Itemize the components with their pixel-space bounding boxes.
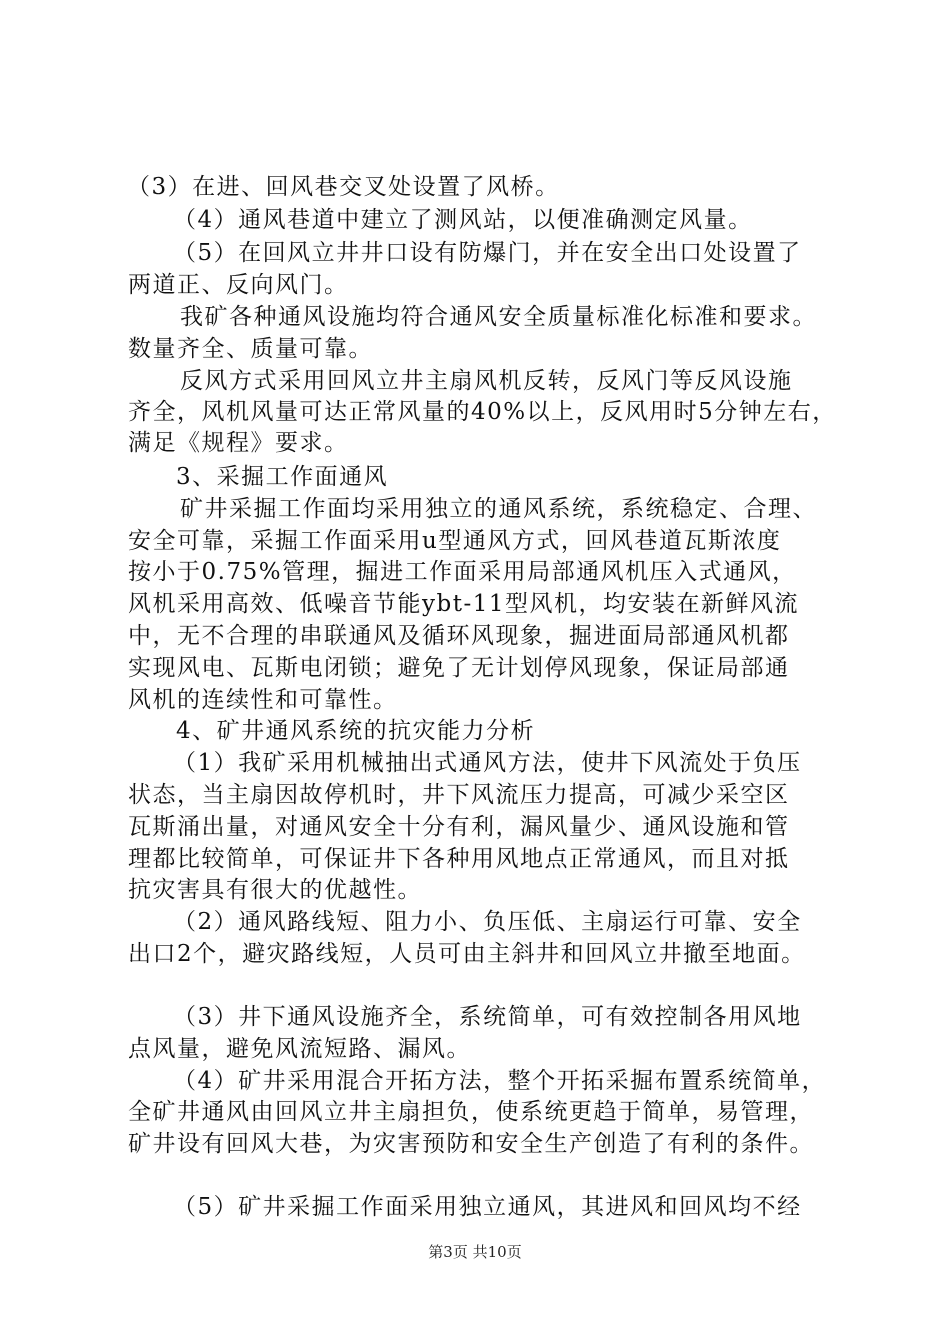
text-line-6: 数量齐全、质量可靠。 xyxy=(128,336,373,362)
text-line-5: 我矿各种通风设施均符合通风安全质量标准化标准和要求。 xyxy=(180,304,817,330)
text-line-17: 风机的连续性和可靠性。 xyxy=(128,687,398,713)
text-line-28: （4）矿井采用混合开拓方法，整个开拓采掘布置系统简单， xyxy=(173,1068,827,1094)
text-line-16: 实现风电、瓦斯电闭锁；避免了无计划停风现象，保证局部通 xyxy=(128,655,790,681)
text-line-30: 矿井设有回风大巷，为灾害预防和安全生产创造了有利的条件。 xyxy=(128,1131,814,1157)
section-heading-3: 3、采掘工作面通风 xyxy=(176,464,389,490)
text-line-9: 满足《规程》要求。 xyxy=(128,430,349,456)
text-line-8: 齐全，风机风量可达正常风量的40%以上，反风用时5分钟左右， xyxy=(128,399,837,425)
text-line-27: 点风量，避免风流短路、漏风。 xyxy=(128,1036,471,1062)
text-line-7: 反风方式采用回风立井主扇风机反转，反风门等反风设施 xyxy=(180,368,793,394)
text-line-22: 理都比较简单，可保证井下各种用风地点正常通风，而且对抵 xyxy=(128,846,790,872)
text-line-4: 两道正、反向风门。 xyxy=(128,272,349,298)
section-heading-4: 4、矿井通风系统的抗灾能力分析 xyxy=(176,718,536,744)
text-line-11: 矿井采掘工作面均采用独立的通风系统，系统稳定、合理、 xyxy=(180,496,817,522)
text-line-24: （2）通风路线短、阻力小、负压低、主扇运行可靠、安全 xyxy=(173,909,802,935)
text-line-23: 抗灾害具有很大的优越性。 xyxy=(128,877,422,903)
text-line-12: 安全可靠，采掘工作面采用u型通风方式，回风巷道瓦斯浓度 xyxy=(128,528,782,554)
text-line-29: 全矿井通风由回风立井主扇担负，使系统更趋于简单，易管理， xyxy=(128,1099,814,1125)
text-line-20: 状态，当主扇因故停机时，井下风流压力提高，可减少采空区 xyxy=(128,782,790,808)
text-line-21: 瓦斯涌出量，对通风安全十分有利，漏风量少、通风设施和管 xyxy=(128,814,790,840)
text-line-3: （5）在回风立井井口设有防爆门，并在安全出口处设置了 xyxy=(173,240,802,266)
text-line-31: （5）矿井采掘工作面采用独立通风，其进风和回风均不经 xyxy=(173,1194,802,1220)
text-line-14: 风机采用高效、低噪音节能ybt-11型风机，均安装在新鲜风流 xyxy=(128,591,799,617)
text-line-15: 中，无不合理的串联通风及循环风现象，掘进面局部通风机都 xyxy=(128,623,790,649)
text-line-25: 出口2个，避灾路线短，人员可由主斜井和回风立井撤至地面。 xyxy=(128,941,806,967)
text-line-26: （3）井下通风设施齐全，系统简单，可有效控制各用风地 xyxy=(173,1004,802,1030)
text-line-1: （3）在进、回风巷交叉处设置了风桥。 xyxy=(127,174,560,200)
text-line-2: （4）通风巷道中建立了测风站，以便准确测定风量。 xyxy=(173,207,753,233)
text-line-13: 按小于0.75%管理，掘进工作面采用局部通风机压入式通风， xyxy=(128,559,797,585)
text-line-19: （1）我矿采用机械抽出式通风方法，使井下风流处于负压 xyxy=(173,750,802,776)
page-footer: 第3页 共10页 xyxy=(428,1243,522,1261)
